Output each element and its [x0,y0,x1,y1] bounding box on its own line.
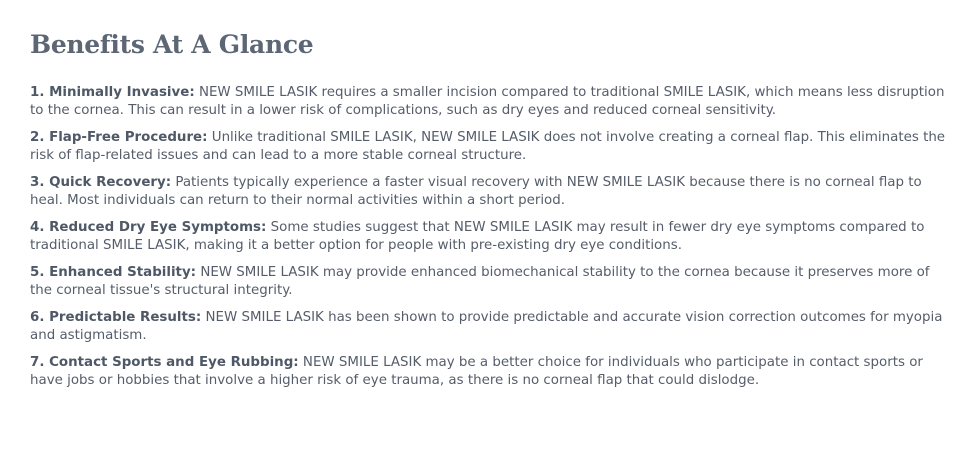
benefit-label: 6. Predictable Results: [30,310,202,325]
benefit-item-enhanced-stability [30,264,950,300]
benefit-text: NEW SMILE LASIK may provide enhanced biomechanical stability to the cornea because it preserves more of the corneal tissue's structural integrity. [30,265,930,298]
benefit-item-quick-recovery [30,174,950,210]
benefit-item-contact-sports [30,354,950,390]
benefit-label: 4. Reduced Dry Eye Symptoms: [30,220,267,235]
benefit-label: 7. Contact Sports and Eye Rubbing: [30,355,299,370]
benefits-section [30,28,950,399]
benefit-label: 1. Minimally Invasive: [30,85,195,100]
benefit-text: Patients typically experience a faster visual recovery with NEW SMILE LASIK because there is no corneal flap to heal. Most individuals can return to their normal activities within a short period. [30,175,922,208]
benefit-text: NEW SMILE LASIK may be a better choice for individuals who participate in contact sports or have jobs or hobbies that involve a higher risk of eye trauma, as there is no corneal flap that could dislodge. [30,355,923,388]
benefit-label: 5. Enhanced Stability: [30,265,197,280]
benefit-item-predictable-results [30,309,950,345]
section-title: Benefits At A Glance [30,30,314,59]
benefits-list [30,84,950,390]
benefit-text: NEW SMILE LASIK requires a smaller incision compared to traditional SMILE LASIK, which means less disruption to the cornea. This can result in a lower risk of complications, such as dry eyes and reduced corneal sensitivity. [30,85,945,118]
benefit-item-flap-free [30,129,950,165]
benefit-label: 3. Quick Recovery: [30,175,172,190]
benefit-text: Unlike traditional SMILE LASIK, NEW SMILE LASIK does not involve creating a corneal flap. This eliminates the risk of flap-related issues and can lead to a more stable corneal structure. [30,130,946,163]
benefit-item-reduced-dry-eye [30,219,950,255]
benefit-text: Some studies suggest that NEW SMILE LASIK may result in fewer dry eye symptoms compared to traditional SMILE LASIK, making it a better option for people with pre-existing dry eye conditions. [30,220,925,253]
benefit-text: NEW SMILE LASIK has been shown to provide predictable and accurate vision correction outcomes for myopia and astigmatism. [30,310,943,343]
benefit-item-minimally-invasive [30,84,950,120]
benefit-label: 2. Flap-Free Procedure: [30,130,208,145]
